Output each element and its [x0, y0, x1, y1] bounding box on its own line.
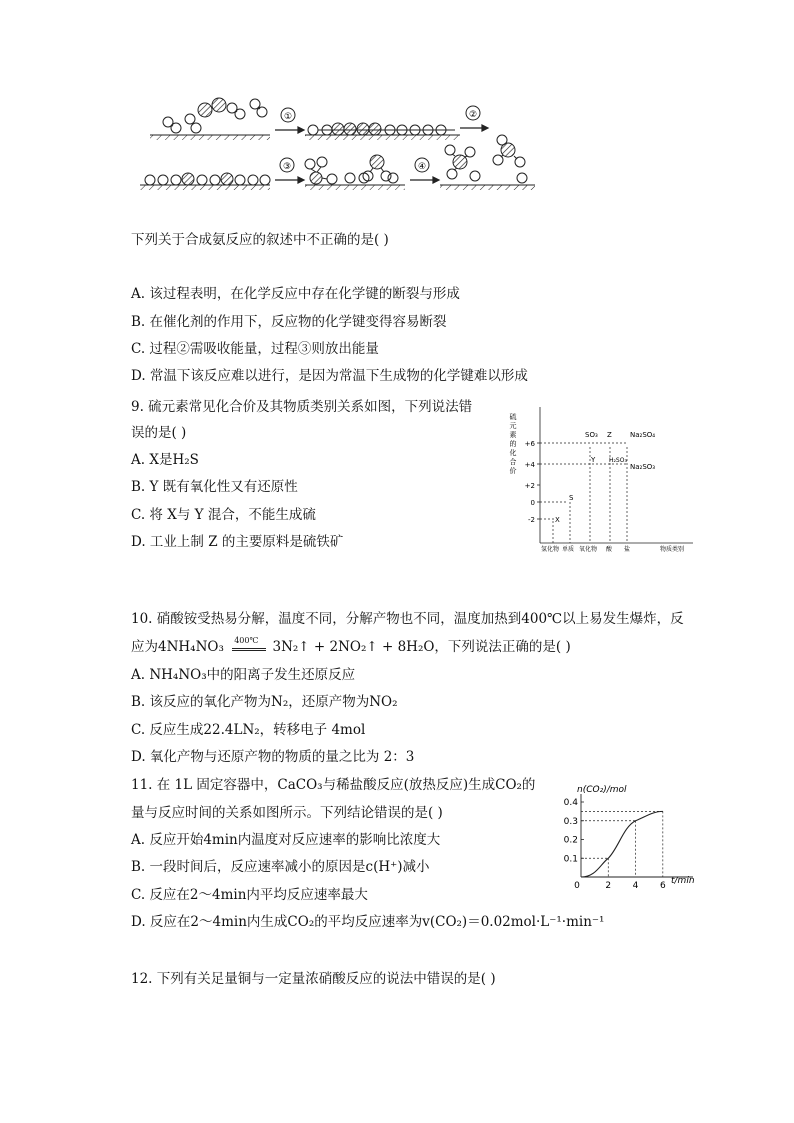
q9-option-d: D. 工业上制 Z 的主要原料是硫铁矿 [131, 534, 344, 550]
q11-option-c: C. 反应在2～4min内平均反应速率最大 [131, 887, 368, 903]
q11-option-b: B. 一段时间后，反应速率减小的原因是c(H⁺)减小 [131, 859, 430, 875]
q10-equation-right: 3N₂↑ + 2NO₂↑ + 8H₂O，下列说法正确的是( ) [268, 639, 571, 655]
step-3-label: ③ [282, 162, 292, 172]
q9-stem-line2: 误的是( ) [131, 425, 187, 441]
chart11-xtick-label: 4 [632, 881, 639, 891]
q11-stem-line1: 11. 在 1L 固定容器中，CaCO₃与稀盐酸反应(放热反应)生成CO₂的 [131, 777, 536, 793]
co2-amount-chart [555, 782, 705, 894]
chart9-category-element: 单质 [562, 546, 575, 553]
step-1-label: ① [283, 112, 293, 122]
chart9-label-so3: SO₃ [585, 431, 598, 439]
chart9-ylabel: 硫元素的化合价 [509, 413, 517, 476]
q10-stem-line1: 10. 硝酸铵受热易分解，温度不同，分解产物也不同，温度加热到400℃以上易发生爆炸，反 [131, 611, 684, 627]
chart11-xlabel: t/min [671, 876, 695, 886]
q10-option-b: B. 该反应的氧化产物为N₂，还原产物为NO₂ [131, 694, 398, 710]
q9-option-a: A. X是H₂S [131, 452, 199, 468]
q10-option-c: C. 反应生成22.4LN₂，转移电子 4mol [131, 722, 366, 738]
chart9-ytick-plus4: +4 [524, 461, 535, 469]
q10-stem-line2 [131, 638, 571, 656]
chart11-ytick-label: 0.3 [563, 816, 578, 827]
chart11-ytick-label: 0.1 [563, 854, 578, 865]
step-4-label: ④ [417, 162, 427, 172]
sulfur-valence-chart [505, 405, 695, 555]
q11-option-d: D. 反应在2～4min内生成CO₂的平均反应速率为v(CO₂)＝0.02mol·L⁻¹·min⁻¹ [131, 914, 605, 930]
q10-equation-bar [232, 648, 266, 649]
chart9-ytick-minus2: -2 [528, 516, 535, 524]
chart9-label-na2so3: Na₂SO₃ [630, 463, 656, 471]
chart11-ytick-label: 0.4 [563, 798, 578, 808]
chart11-ylabel: n(CO₂)/mol [577, 785, 627, 795]
chart11-ytick-label: 0.2 [563, 835, 578, 846]
q8-option-d: D. 常温下该反应难以进行，是因为常温下生成物的化学键难以形成 [131, 368, 528, 384]
chart9-category-acid: 酸 [606, 546, 613, 553]
q10-equation-bar-2 [232, 650, 266, 651]
chart9-category-oxide: 氧化物 [579, 546, 598, 553]
chart9-ytick-plus6: +6 [524, 440, 535, 448]
q8-stem: 下列关于合成氨反应的叙述中不正确的是( ) [131, 232, 389, 248]
q10-option-a: A. NH₄NO₃中的阳离子发生还原反应 [131, 667, 356, 683]
step-2-label: ② [468, 110, 478, 120]
q9-option-b: B. Y 既有氧化性又有还原性 [131, 479, 298, 495]
q9-stem-line1: 9. 硫元素常见化合价及其物质类别关系如图，下列说法错 [131, 399, 473, 415]
chart9-xlabel: 物质类别 [660, 546, 685, 553]
chart9-label-y: Y [591, 456, 596, 464]
q8-option-a: A. 该过程表明，在化学反应中存在化学键的断裂与形成 [131, 286, 460, 302]
q10-equation-arrow [232, 638, 268, 656]
chart9-ytick-0: 0 [530, 499, 535, 507]
chart9-ytick-plus2: +2 [524, 482, 535, 490]
q11-option-a: A. 反应开始4min内温度对反应速率的影响比浓度大 [131, 832, 441, 848]
chart9-label-na2so4: Na₂SO₄ [630, 431, 656, 439]
chart9-label-h2so3: H₂SO₃ [609, 457, 627, 464]
chart9-category-hydride: 氢化物 [541, 546, 560, 553]
q10-equation-left: 应为4NH₄NO₃ [131, 639, 224, 655]
chart11-xtick-label: 0 [574, 881, 580, 891]
chart9-label-s: S [569, 494, 574, 502]
chart11-xtick-label: 6 [659, 881, 666, 891]
q12-stem: 12. 下列有关足量铜与一定量浓硝酸反应的说法中错误的是( ) [131, 971, 496, 987]
ammonia-synthesis-diagram [130, 90, 550, 200]
q11-stem-line2: 量与反应时间的关系如图所示。下列结论错误的是( ) [131, 805, 443, 821]
q10-option-d: D. 氧化产物与还原产物的物质的量之比为 2：3 [131, 749, 415, 765]
chart9-category-salt: 盐 [624, 546, 631, 553]
q10-equation-condition: 400℃ [234, 636, 259, 645]
q8-option-b: B. 在催化剂的作用下，反应物的化学键变得容易断裂 [131, 314, 447, 330]
chart9-label-x: X [555, 516, 560, 524]
chart9-label-z: Z [607, 431, 612, 439]
q8-option-c: C. 过程②需吸收能量，过程③则放出能量 [131, 341, 379, 357]
q9-option-c: C. 将 X与 Y 混合，不能生成硫 [131, 507, 316, 523]
co2-curve [581, 811, 663, 877]
chart11-xtick-label: 2 [605, 881, 612, 891]
